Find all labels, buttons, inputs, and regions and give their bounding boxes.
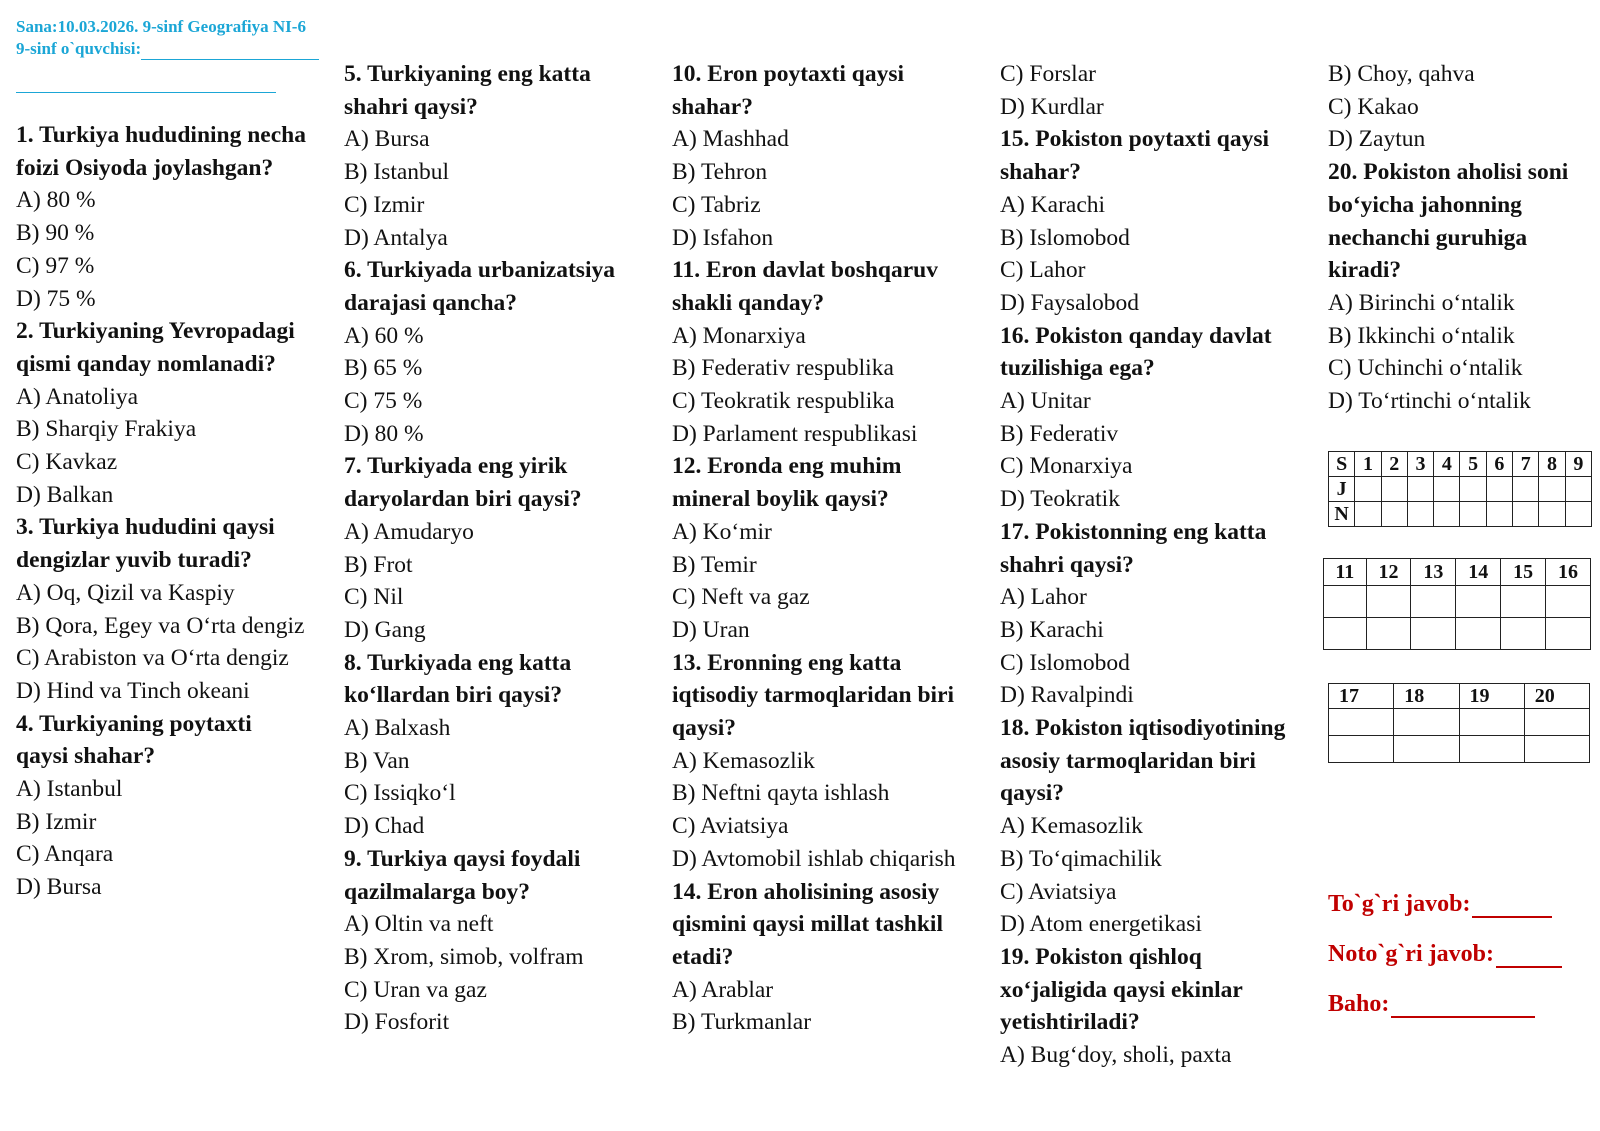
grid-header-cell: 4 [1434, 452, 1460, 477]
option-c: C) Tabriz [672, 191, 761, 218]
answer-cell[interactable] [1460, 477, 1486, 502]
option-c: C) Islomobod [1000, 649, 1130, 676]
option-d: D) Ravalpindi [1000, 682, 1134, 709]
wrong-answers-row [1328, 918, 1562, 968]
question-text: 15. Pokiston poytaxti qaysi shahar? [1000, 126, 1269, 186]
header-title: Sana:10.03.2026. 9-sinf Geografiya NI-6 [16, 17, 306, 36]
grid-header-cell: 5 [1460, 452, 1486, 477]
answer-cell[interactable] [1456, 586, 1501, 618]
grid-header-cell: 20 [1524, 684, 1589, 709]
question-text: 12. Eronda eng muhim mineral boylik qaysi? [672, 453, 902, 513]
question-7 [344, 450, 644, 646]
option-b: B) Van [344, 747, 410, 774]
answer-cell[interactable] [1434, 502, 1460, 527]
correct-answers-field[interactable] [1472, 892, 1552, 918]
option-b: B) Temir [672, 551, 757, 578]
option-d: D) Gang [344, 616, 426, 643]
option-b: B) Xrom, simob, volfram [344, 943, 584, 970]
option-a: A) Mashhad [672, 126, 789, 153]
question-column-4 [1000, 58, 1300, 1072]
question-text: 7. Turkiyada eng yirik daryolardan biri qaysi? [344, 453, 582, 513]
question-13 [672, 647, 972, 876]
option-c: C) 97 % [16, 252, 95, 279]
grid-row-label: N [1329, 502, 1355, 527]
answer-cell[interactable] [1381, 502, 1407, 527]
question-text: 5. Turkiyaning eng katta shahri qaysi? [344, 61, 591, 120]
option-d: D) Faysalobod [1000, 289, 1140, 316]
answer-cell[interactable] [1524, 736, 1589, 763]
option-c: C) Aviatsiya [1000, 878, 1117, 905]
question-9 [344, 843, 644, 1039]
question-17 [1000, 516, 1300, 712]
answer-cell[interactable] [1524, 709, 1589, 736]
question-2 [16, 315, 306, 511]
answer-grid-row-j [1329, 477, 1592, 502]
question-text: 9. Turkiya qaysi foydali qazilmalarga boy? [344, 845, 581, 905]
correct-answers-row [1328, 868, 1562, 918]
grid-header-cell: 3 [1407, 452, 1433, 477]
grid-header-cell: S [1329, 452, 1355, 477]
option-d: D) Chad [344, 813, 425, 840]
answer-cell[interactable] [1434, 477, 1460, 502]
answer-cell[interactable] [1459, 736, 1524, 763]
option-b: B) Federativ respublika [672, 355, 894, 382]
option-d: D) Parlament respublikasi [672, 420, 918, 447]
answer-cell[interactable] [1366, 618, 1411, 650]
answer-cell[interactable] [1407, 502, 1433, 527]
answer-cell[interactable] [1407, 477, 1433, 502]
answer-row [1324, 618, 1591, 650]
grid-header-cell: 7 [1513, 452, 1539, 477]
answer-row [1329, 736, 1590, 763]
option-b: B) Qora, Egey va O‘rta dengiz [16, 612, 305, 639]
question-6 [344, 254, 644, 450]
option-d: D) Balkan [16, 481, 114, 508]
question-10 [672, 58, 972, 254]
option-b: B) Istanbul [344, 159, 450, 186]
option-d: D) 75 % [16, 285, 96, 312]
answer-grid-17-20 [1328, 683, 1590, 763]
answer-cell[interactable] [1329, 736, 1394, 763]
option-a: A) Ko‘mir [672, 518, 772, 545]
option-a: A) Karachi [1000, 191, 1106, 218]
answer-cell[interactable] [1394, 709, 1459, 736]
question-8 [344, 647, 644, 843]
answer-grid-row-n [1329, 502, 1592, 527]
option-a: A) Oltin va neft [344, 911, 494, 938]
grid-header-cell: 19 [1459, 684, 1524, 709]
option-a: A) Kemasozlik [1000, 813, 1143, 840]
question-text: 14. Eron aholisining asosiy qismini qaysi millat tashkil etadi? [672, 878, 943, 970]
option-c: C) Arabiston va O‘rta dengiz [16, 645, 289, 672]
correct-answers-label: To`g`ri javob: [1328, 891, 1471, 917]
answer-cell[interactable] [1501, 618, 1546, 650]
answer-grid-1-10 [1328, 451, 1592, 527]
option-b: B) Federativ [1000, 420, 1119, 447]
option-b: B) 65 % [344, 355, 423, 382]
option-a: A) Birinchi o‘ntalik [1328, 289, 1515, 316]
option-d: D) Hind va Tinch okeani [16, 677, 250, 704]
option-b: B) Ikkinchi o‘ntalik [1328, 322, 1515, 349]
answer-cell[interactable] [1539, 502, 1565, 527]
answer-cell[interactable] [1394, 736, 1459, 763]
question-text: 6. Turkiyada urbanizatsiya darajasi qancha? [344, 257, 615, 316]
option-c: C) Neft va gaz [672, 584, 810, 611]
wrong-answers-label: Noto`g`ri javob: [1328, 941, 1494, 967]
option-c: C) Aviatsiya [672, 813, 789, 840]
answer-cell[interactable] [1565, 502, 1591, 527]
question-text: 20. Pokiston aholisi soni bo‘yicha jahonning nechanchi guruhiga kiradi? [1328, 159, 1569, 284]
answer-grid-header-row [1324, 559, 1591, 586]
question-12 [672, 450, 972, 646]
answer-cell[interactable] [1565, 477, 1591, 502]
question-text: 4. Turkiyaning poytaxti qaysi shahar? [16, 710, 252, 770]
question-text: 19. Pokiston qishloq xo‘jaligida qaysi ekinlar yetishtiriladi? [1000, 943, 1243, 1036]
option-b: B) Choy, qahva [1328, 61, 1475, 87]
option-d: D) To‘rtinchi o‘ntalik [1328, 388, 1531, 415]
grid-header-cell: 16 [1546, 559, 1591, 586]
question-text: 1. Turkiya hududining necha foizi Osiyoda joylashgan? [16, 122, 306, 181]
option-c: C) Nil [344, 584, 404, 611]
question-1 [16, 119, 306, 315]
answer-cell[interactable] [1456, 618, 1501, 650]
question-19 [1000, 941, 1300, 1072]
answer-cell[interactable] [1513, 502, 1539, 527]
grid-row-label: J [1329, 477, 1355, 502]
answer-row [1329, 709, 1590, 736]
option-b: B) Sharqiy Frakiya [16, 416, 197, 443]
grid-header-cell: 9 [1565, 452, 1591, 477]
question-18 [1000, 712, 1300, 941]
question-14-continued [1000, 58, 1300, 123]
grade-label: Baho: [1328, 991, 1390, 1017]
option-a: A) Lahor [1000, 584, 1087, 611]
option-c: C) Forslar [1000, 61, 1096, 87]
grid-header-cell: 13 [1411, 559, 1456, 586]
option-a: A) Istanbul [16, 776, 123, 803]
option-a: A) Bursa [344, 126, 430, 153]
question-column-1 [16, 119, 306, 904]
grade-row [1328, 968, 1562, 1018]
answer-cell[interactable] [1486, 477, 1512, 502]
answer-cell[interactable] [1501, 586, 1546, 618]
option-a: A) Oq, Qizil va Kaspiy [16, 579, 235, 606]
student-name-line [16, 38, 346, 60]
option-d: D) Teokratik [1000, 486, 1120, 513]
grid-header-cell: 8 [1539, 452, 1565, 477]
question-text: 3. Turkiya hududini qaysi dengizlar yuvib turadi? [16, 514, 275, 574]
answer-cell[interactable] [1539, 477, 1565, 502]
option-c: C) Uchinchi o‘ntalik [1328, 355, 1523, 382]
answer-cell[interactable] [1355, 502, 1381, 527]
grid-header-cell: 1 [1355, 452, 1381, 477]
wrong-answers-field[interactable] [1496, 942, 1562, 968]
option-c: C) Monarxiya [1000, 453, 1133, 480]
question-16 [1000, 320, 1300, 516]
question-11 [672, 254, 972, 450]
option-d: D) Isfahon [672, 224, 774, 251]
option-a: A) 80 % [16, 187, 96, 214]
answer-cell[interactable] [1324, 618, 1367, 650]
answer-cell[interactable] [1546, 586, 1591, 618]
answer-cell[interactable] [1355, 477, 1381, 502]
option-c: C) Teokratik respublika [672, 388, 895, 415]
option-c: C) Lahor [1000, 257, 1086, 284]
option-c: C) Kavkaz [16, 449, 118, 476]
answer-cell[interactable] [1411, 618, 1456, 650]
question-15 [1000, 123, 1300, 319]
grid-header-cell: 15 [1501, 559, 1546, 586]
question-text: 18. Pokiston iqtisodiyotining asosiy tarmoqlaridan biri qaysi? [1000, 715, 1286, 807]
student-label: 9-sinf o`quvchisi: [16, 39, 142, 58]
option-d: D) Avtomobil ishlab chiqarish [672, 845, 956, 872]
option-b: B) Izmir [16, 808, 97, 835]
grid-header-cell: 2 [1381, 452, 1407, 477]
worksheet-header [16, 16, 346, 93]
question-3 [16, 511, 306, 707]
question-text: 13. Eronning eng katta iqtisodiy tarmoqlaridan biri qaysi? [672, 649, 955, 742]
answer-cell[interactable] [1486, 502, 1512, 527]
answer-cell[interactable] [1366, 586, 1411, 618]
option-b: B) Tehron [672, 159, 768, 186]
option-d: D) 80 % [344, 420, 424, 447]
answer-grid-header-row [1329, 684, 1590, 709]
grid-header-cell: 14 [1456, 559, 1501, 586]
grid-header-cell: 6 [1486, 452, 1512, 477]
option-d: D) Uran [672, 616, 750, 643]
question-text: 16. Pokiston qanday davlat tuzilishiga ega? [1000, 322, 1272, 382]
grid-header-cell: 12 [1366, 559, 1411, 586]
option-b: B) 90 % [16, 220, 95, 247]
question-text: 2. Turkiyaning Yevropadagi qismi qanday nomlanadi? [16, 318, 295, 377]
question-text: 8. Turkiyada eng katta ko‘llardan biri qaysi? [344, 649, 572, 709]
option-c: C) Izmir [344, 191, 425, 218]
option-b: B) Turkmanlar [672, 1009, 812, 1036]
answer-row [1324, 586, 1591, 618]
answer-cell[interactable] [1381, 477, 1407, 502]
answer-grid-header-row [1329, 452, 1592, 477]
option-c: C) Anqara [16, 841, 114, 868]
option-c: C) Uran va gaz [344, 976, 487, 1003]
option-d: D) Bursa [16, 874, 102, 901]
student-name-blank [141, 41, 319, 60]
grid-header-cell: 17 [1329, 684, 1394, 709]
option-d: D) Kurdlar [1000, 93, 1104, 120]
option-b: B) Neftni qayta ishlash [672, 780, 890, 807]
option-d: D) Zaytun [1328, 126, 1426, 153]
option-d: D) Antalya [344, 224, 448, 251]
answer-cell[interactable] [1460, 502, 1486, 527]
answer-cell[interactable] [1513, 477, 1539, 502]
option-a: A) Bug‘doy, sholi, paxta [1000, 1042, 1232, 1069]
question-5 [344, 58, 644, 254]
question-text: 10. Eron poytaxti qaysi shahar? [672, 61, 904, 120]
question-20 [1328, 156, 1593, 418]
question-text: 17. Pokistonning eng katta shahri qaysi? [1000, 518, 1267, 578]
answer-cell[interactable] [1411, 586, 1456, 618]
grid-header-cell: 18 [1394, 684, 1459, 709]
option-a: A) Arablar [672, 976, 774, 1003]
question-column-2 [344, 58, 644, 1039]
question-column-3 [672, 58, 972, 1039]
question-column-5 [1328, 58, 1593, 418]
option-a: A) Amudaryo [344, 518, 474, 545]
grade-field[interactable] [1391, 992, 1535, 1018]
answer-cell[interactable] [1546, 618, 1591, 650]
option-b: B) To‘qimachilik [1000, 845, 1162, 872]
answer-grid-11-16 [1323, 558, 1591, 650]
option-c: C) Kakao [1328, 93, 1419, 120]
question-4 [16, 708, 306, 904]
answer-cell[interactable] [1329, 709, 1394, 736]
answer-cell[interactable] [1324, 586, 1367, 618]
option-d: D) Fosforit [344, 1009, 450, 1036]
option-a: A) Balxash [344, 715, 451, 742]
option-a: A) Unitar [1000, 388, 1091, 415]
option-d: D) Atom energetikasi [1000, 911, 1202, 938]
option-c: C) 75 % [344, 388, 423, 415]
option-c: C) Issiqko‘l [344, 780, 456, 807]
option-b: B) Frot [344, 551, 413, 578]
question-14 [672, 876, 972, 1040]
grid-header-cell: 11 [1324, 559, 1367, 586]
option-b: B) Karachi [1000, 616, 1104, 643]
answer-cell[interactable] [1459, 709, 1524, 736]
student-name-blank-2 [16, 74, 276, 93]
results-section [1328, 868, 1562, 1018]
option-a: A) Anatoliya [16, 383, 139, 410]
question-text: 11. Eron davlat boshqaruv shakli qanday? [672, 257, 938, 316]
option-a: A) 60 % [344, 322, 424, 349]
question-19-continued [1328, 58, 1593, 156]
option-b: B) Islomobod [1000, 224, 1130, 251]
option-a: A) Monarxiya [672, 322, 806, 349]
option-a: A) Kemasozlik [672, 747, 815, 774]
